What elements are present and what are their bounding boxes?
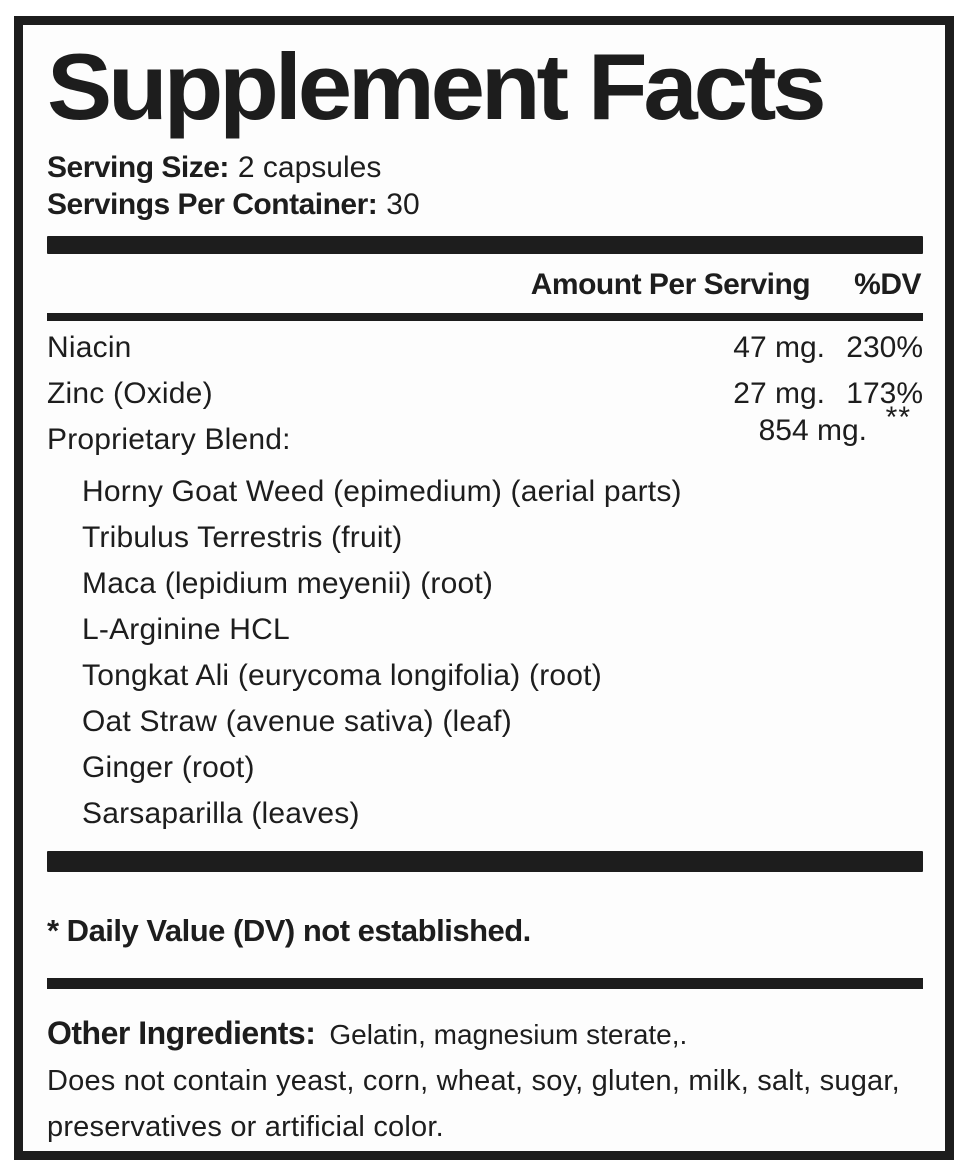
daily-value-footnote: * Daily Value (DV) not established. xyxy=(47,912,531,948)
column-header-amount: Amount Per Serving xyxy=(530,267,811,301)
nutrient-amount: 854 mg. xyxy=(758,413,867,447)
nutrient-rows xyxy=(47,331,923,469)
supplement-facts-panel xyxy=(14,16,954,1160)
list-item: Tribulus Terrestris (fruit) xyxy=(82,520,403,554)
serving-size-label: Serving Size: xyxy=(47,150,229,184)
column-header-dv: %DV xyxy=(854,267,921,301)
list-item: Ginger (root) xyxy=(82,750,255,784)
nutrient-amount: 47 mg. xyxy=(733,330,825,364)
column-header-row xyxy=(47,254,923,313)
list-item: Maca (lepidium meyenii) (root) xyxy=(82,566,494,600)
list-item: Oat Straw (avenue sativa) (leaf) xyxy=(82,704,512,738)
nutrient-dv: ** xyxy=(885,400,911,434)
list-item: Tongkat Ali (eurycoma longifolia) (root) xyxy=(82,658,602,692)
divider-bar-middle xyxy=(47,851,923,872)
serving-info xyxy=(47,149,923,223)
nutrient-dv: 230% xyxy=(846,330,923,364)
panel-content xyxy=(23,34,945,1150)
table-row xyxy=(47,331,923,377)
other-ingredients-value: Gelatin, magnesium sterate,. xyxy=(329,1018,688,1050)
other-ingredients-section xyxy=(47,1010,923,1150)
nutrient-name: Zinc (Oxide) xyxy=(47,376,213,410)
list-item: L-Arginine HCL xyxy=(82,612,290,646)
serving-size-value: 2 capsules xyxy=(237,150,382,184)
other-ingredients-label: Other Ingredients: xyxy=(47,1014,316,1051)
nutrient-amount: 27 mg. xyxy=(733,376,825,410)
disclaimer-line: preservatives or artificial color. xyxy=(47,1110,444,1143)
blend-ingredient-list xyxy=(47,469,923,837)
nutrient-dv: 173% xyxy=(846,376,923,410)
disclaimer-line: Does not contain yeast, corn, wheat, soy, gluten, milk, salt, sugar, xyxy=(47,1064,900,1097)
footnote-rule xyxy=(47,978,923,989)
list-item: Horny Goat Weed (epimedium) (aerial parts) xyxy=(82,474,682,508)
servings-per-container-label: Servings Per Container: xyxy=(47,187,378,221)
other-ingredients-line xyxy=(47,1010,923,1058)
list-item: Sarsaparilla (leaves) xyxy=(82,796,360,830)
header-rule xyxy=(47,313,923,321)
servings-per-container-line xyxy=(47,186,923,223)
serving-size-line xyxy=(47,149,923,186)
table-row-proprietary-blend xyxy=(47,400,923,469)
nutrient-name: Niacin xyxy=(47,330,132,364)
nutrient-name: Proprietary Blend: xyxy=(47,422,291,456)
servings-per-container-value: 30 xyxy=(386,187,420,221)
panel-title: Supplement Facts xyxy=(47,34,823,139)
divider-bar-top xyxy=(47,236,923,254)
